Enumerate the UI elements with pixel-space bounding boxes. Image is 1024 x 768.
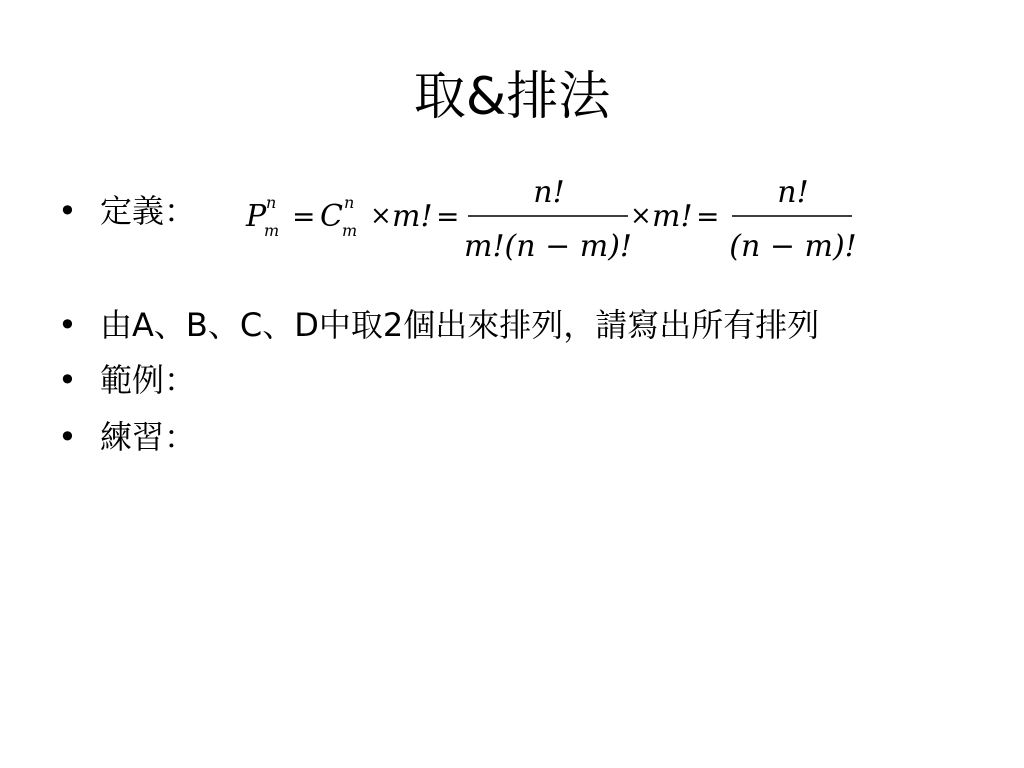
formula-P-sub: m — [264, 221, 280, 240]
formula-C: C — [320, 199, 343, 234]
bullet-question — [58, 305, 819, 345]
bullet-text: 範例： — [100, 361, 197, 399]
permutation-formula — [240, 160, 880, 280]
formula-denominator-1: m!(n − m)! — [464, 229, 632, 264]
bullet-text: 由A、B、C、D中取2個出來排列，請寫出所有排列 — [100, 306, 820, 344]
bullet-example — [58, 360, 196, 400]
formula-C-sub: m — [342, 221, 358, 240]
formula-equals-2: = — [436, 200, 460, 233]
bullet-text: 定義： — [100, 192, 197, 230]
formula-P: P — [246, 199, 267, 234]
bullet-marker: • — [58, 418, 77, 456]
bullet-practice — [58, 417, 196, 457]
formula-times-1: × — [370, 201, 392, 231]
formula-denominator-2: (n − m)! — [729, 229, 857, 264]
formula-m-factorial-1: m! — [392, 199, 433, 234]
formula-equals-1: = — [292, 200, 316, 233]
bullet-marker: • — [58, 361, 77, 399]
slide-title: 取&排法 — [413, 67, 611, 127]
bullet-definition — [58, 191, 196, 231]
formula-numerator-2: n! — [777, 175, 809, 210]
bullet-text: 練習： — [100, 418, 197, 456]
bullet-marker: • — [58, 192, 77, 230]
formula-P-sup: n — [266, 193, 277, 212]
formula-m-factorial-2: m! — [652, 199, 693, 234]
formula-C-sup: n — [344, 193, 355, 212]
formula-numerator-1: n! — [533, 175, 565, 210]
formula-equals-3: = — [696, 200, 720, 233]
bullet-marker: • — [58, 306, 77, 344]
formula-times-2: × — [630, 201, 652, 231]
